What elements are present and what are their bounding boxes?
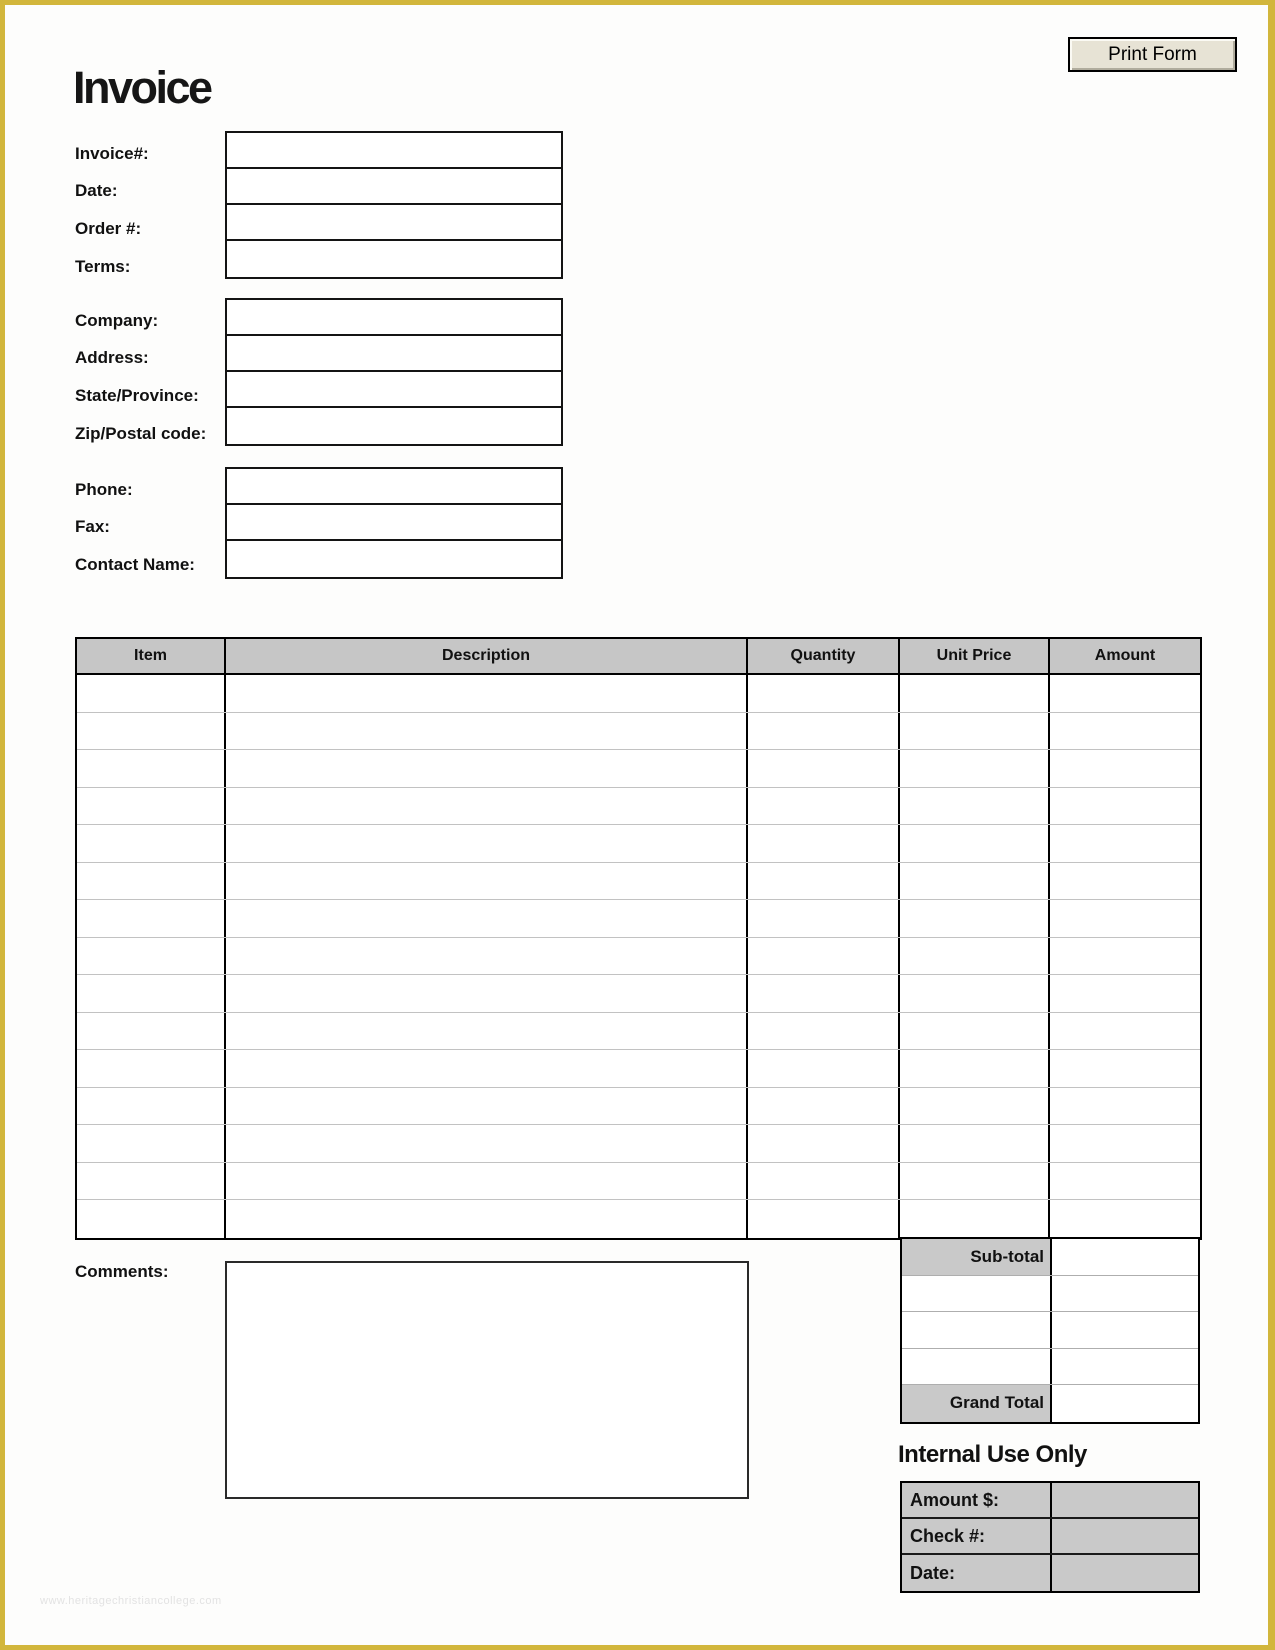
internal-row xyxy=(902,1483,1198,1519)
item-row xyxy=(77,1163,1200,1201)
field-group-1 xyxy=(225,298,563,446)
item-row xyxy=(77,975,1200,1013)
item-row xyxy=(77,1050,1200,1088)
item-cell-quantity[interactable] xyxy=(748,1200,900,1238)
internal-row xyxy=(902,1555,1198,1591)
item-cell-quantity[interactable] xyxy=(748,975,900,1012)
item-cell-amount[interactable] xyxy=(1050,1163,1200,1200)
item-cell-item[interactable] xyxy=(77,1200,226,1238)
totals-row-3-value-cell[interactable] xyxy=(1052,1349,1198,1385)
column-header-description: Description xyxy=(226,639,748,673)
field-group-2 xyxy=(225,467,563,579)
items-table-body xyxy=(77,675,1200,1238)
terms-label: Terms: xyxy=(75,256,131,276)
field-group-0 xyxy=(225,131,563,279)
item-cell-amount[interactable] xyxy=(1050,863,1200,900)
item-cell-unit-price[interactable] xyxy=(900,1163,1050,1200)
item-cell-amount[interactable] xyxy=(1050,788,1200,825)
item-cell-amount[interactable] xyxy=(1050,900,1200,937)
item-cell-description[interactable] xyxy=(226,713,748,750)
contact-name-label: Contact Name: xyxy=(75,555,195,575)
item-cell-unit-price[interactable] xyxy=(900,750,1050,787)
item-row xyxy=(77,1088,1200,1126)
item-cell-item[interactable] xyxy=(77,675,226,712)
fax-label: Fax: xyxy=(75,517,110,537)
item-row xyxy=(77,900,1200,938)
phone-label: Phone: xyxy=(75,479,133,499)
totals-row-1-label xyxy=(902,1276,1052,1312)
item-cell-description[interactable] xyxy=(226,1163,748,1200)
order-input[interactable] xyxy=(227,205,561,241)
phone-input[interactable] xyxy=(227,469,561,505)
grand-total-value-cell[interactable] xyxy=(1052,1385,1198,1422)
item-row xyxy=(77,713,1200,751)
terms-input[interactable] xyxy=(227,241,561,277)
item-cell-amount[interactable] xyxy=(1050,750,1200,787)
internal-row xyxy=(902,1519,1198,1555)
sub-total-label: Sub-total xyxy=(902,1239,1052,1275)
item-row xyxy=(77,750,1200,788)
item-cell-unit-price[interactable] xyxy=(900,675,1050,712)
item-cell-quantity[interactable] xyxy=(748,900,900,937)
item-cell-quantity[interactable] xyxy=(748,675,900,712)
item-cell-item[interactable] xyxy=(77,1163,226,1200)
watermark-text: www.heritagechristiancollege.com xyxy=(40,1595,222,1607)
check-label: Check #: xyxy=(902,1519,1052,1553)
item-cell-description[interactable] xyxy=(226,1088,748,1125)
item-cell-item[interactable] xyxy=(77,900,226,937)
column-header-unit-price: Unit Price xyxy=(900,639,1050,673)
item-cell-item[interactable] xyxy=(77,938,226,975)
item-cell-quantity[interactable] xyxy=(748,750,900,787)
totals-row-1-value-cell[interactable] xyxy=(1052,1276,1198,1312)
grand-total-label: Grand Total xyxy=(902,1385,1052,1422)
address-input[interactable] xyxy=(227,336,561,372)
order-label: Order #: xyxy=(75,219,142,239)
item-cell-quantity[interactable] xyxy=(748,1050,900,1087)
item-cell-unit-price[interactable] xyxy=(900,938,1050,975)
item-cell-item[interactable] xyxy=(77,863,226,900)
state-province-input[interactable] xyxy=(227,372,561,408)
item-cell-amount[interactable] xyxy=(1050,1050,1200,1087)
invoice-label: Invoice#: xyxy=(75,143,149,163)
item-cell-description[interactable] xyxy=(226,863,748,900)
item-cell-unit-price[interactable] xyxy=(900,1013,1050,1050)
item-cell-unit-price[interactable] xyxy=(900,900,1050,937)
item-row xyxy=(77,1200,1200,1238)
item-cell-unit-price[interactable] xyxy=(900,863,1050,900)
item-cell-description[interactable] xyxy=(226,825,748,862)
item-cell-quantity[interactable] xyxy=(748,1088,900,1125)
item-row xyxy=(77,675,1200,713)
item-cell-quantity[interactable] xyxy=(748,938,900,975)
totals-row xyxy=(902,1276,1198,1313)
item-cell-unit-price[interactable] xyxy=(900,975,1050,1012)
item-cell-description[interactable] xyxy=(226,675,748,712)
item-cell-quantity[interactable] xyxy=(748,863,900,900)
item-cell-item[interactable] xyxy=(77,788,226,825)
items-table-header xyxy=(77,639,1200,675)
company-input[interactable] xyxy=(227,300,561,336)
item-cell-item[interactable] xyxy=(77,1050,226,1087)
item-cell-amount[interactable] xyxy=(1050,1125,1200,1162)
comments-label: Comments: xyxy=(75,1262,169,1281)
item-cell-amount[interactable] xyxy=(1050,713,1200,750)
item-cell-amount[interactable] xyxy=(1050,1200,1200,1238)
item-cell-unit-price[interactable] xyxy=(900,1088,1050,1125)
item-cell-quantity[interactable] xyxy=(748,825,900,862)
zip-postal-code-input[interactable] xyxy=(227,408,561,444)
internal-use-table xyxy=(900,1481,1200,1593)
date-value-cell[interactable] xyxy=(1052,1555,1198,1591)
column-header-item: Item xyxy=(77,639,226,673)
totals-row xyxy=(902,1312,1198,1349)
item-row xyxy=(77,825,1200,863)
item-cell-item[interactable] xyxy=(77,1088,226,1125)
item-row xyxy=(77,938,1200,976)
date-label: Date: xyxy=(902,1555,1052,1591)
item-cell-amount[interactable] xyxy=(1050,975,1200,1012)
item-cell-unit-price[interactable] xyxy=(900,1050,1050,1087)
comments-input[interactable] xyxy=(225,1261,749,1499)
item-cell-item[interactable] xyxy=(77,713,226,750)
item-cell-description[interactable] xyxy=(226,1125,748,1162)
item-cell-amount[interactable] xyxy=(1050,825,1200,862)
totals-table xyxy=(900,1237,1200,1424)
item-cell-description[interactable] xyxy=(226,975,748,1012)
item-cell-unit-price[interactable] xyxy=(900,788,1050,825)
item-cell-quantity[interactable] xyxy=(748,713,900,750)
item-cell-quantity[interactable] xyxy=(748,788,900,825)
totals-row-3-label xyxy=(902,1349,1052,1385)
totals-row xyxy=(902,1385,1198,1422)
column-header-quantity: Quantity xyxy=(748,639,900,673)
item-cell-quantity[interactable] xyxy=(748,1163,900,1200)
item-cell-item[interactable] xyxy=(77,825,226,862)
amount-label: Amount $: xyxy=(902,1483,1052,1517)
item-row xyxy=(77,1125,1200,1163)
item-cell-amount[interactable] xyxy=(1050,675,1200,712)
check-value-cell[interactable] xyxy=(1052,1519,1198,1553)
internal-use-heading: Internal Use Only xyxy=(898,1441,1087,1468)
item-cell-description[interactable] xyxy=(226,938,748,975)
item-cell-description[interactable] xyxy=(226,1013,748,1050)
totals-row xyxy=(902,1349,1198,1386)
item-cell-item[interactable] xyxy=(77,1013,226,1050)
item-cell-amount[interactable] xyxy=(1050,1013,1200,1050)
print-form-button[interactable]: Print Form xyxy=(1068,37,1237,72)
item-cell-unit-price[interactable] xyxy=(900,713,1050,750)
item-row xyxy=(77,863,1200,901)
column-header-amount: Amount xyxy=(1094,647,1156,664)
item-row xyxy=(77,788,1200,826)
date-input[interactable] xyxy=(227,169,561,205)
item-cell-description[interactable] xyxy=(226,750,748,787)
item-cell-unit-price[interactable] xyxy=(900,1125,1050,1162)
item-cell-amount[interactable] xyxy=(1050,1088,1200,1125)
date-label: Date: xyxy=(75,181,118,201)
invoice-input[interactable] xyxy=(227,133,561,169)
item-cell-amount[interactable] xyxy=(1050,938,1200,975)
zip-postal-code-label: Zip/Postal code: xyxy=(75,423,207,443)
contact-name-input[interactable] xyxy=(227,541,561,577)
item-cell-description[interactable] xyxy=(226,900,748,937)
item-cell-item[interactable] xyxy=(77,975,226,1012)
item-cell-unit-price[interactable] xyxy=(900,825,1050,862)
amount-value-cell[interactable] xyxy=(1052,1483,1198,1517)
page-title: Invoice xyxy=(73,62,211,113)
item-cell-description[interactable] xyxy=(226,1200,748,1238)
item-cell-unit-price[interactable] xyxy=(900,1200,1050,1238)
fax-input[interactable] xyxy=(227,505,561,541)
company-label: Company: xyxy=(75,310,159,330)
item-cell-quantity[interactable] xyxy=(748,1013,900,1050)
totals-row-2-value-cell[interactable] xyxy=(1052,1312,1198,1348)
totals-row-2-label xyxy=(902,1312,1052,1348)
item-cell-description[interactable] xyxy=(226,1050,748,1087)
item-row xyxy=(77,1013,1200,1051)
item-cell-item[interactable] xyxy=(77,750,226,787)
item-cell-description[interactable] xyxy=(226,788,748,825)
address-label: Address: xyxy=(75,348,149,368)
state-province-label: State/Province: xyxy=(75,386,199,406)
item-cell-item[interactable] xyxy=(77,1125,226,1162)
items-table xyxy=(75,637,1202,1240)
sub-total-value-cell[interactable] xyxy=(1052,1239,1198,1275)
item-cell-quantity[interactable] xyxy=(748,1125,900,1162)
totals-row xyxy=(902,1239,1198,1276)
